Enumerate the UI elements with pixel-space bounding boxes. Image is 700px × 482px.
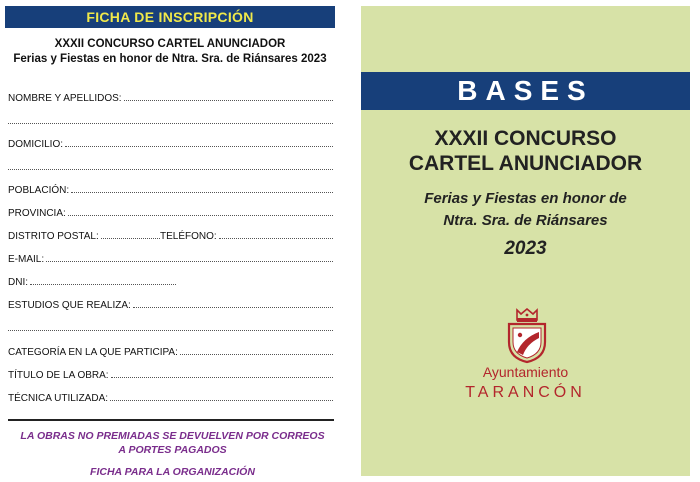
- field-email-line[interactable]: [46, 260, 333, 262]
- field-telefono[interactable]: [160, 228, 333, 242]
- field-tecnica-label: TÉCNICA UTILIZADA:: [8, 393, 109, 404]
- field-titulo-obra[interactable]: [8, 367, 333, 381]
- field-distrito-postal[interactable]: [8, 228, 160, 242]
- field-poblacion[interactable]: [8, 182, 333, 196]
- notice-return-line1: LA OBRAS NO PREMIADAS SE DEVUELVEN POR CORREOS: [20, 430, 325, 442]
- field-telefono-label: TELÉFONO:: [160, 231, 217, 242]
- cover-subtitle-line1: Ferias y Fiestas en honor de: [424, 190, 627, 207]
- field-nombre-line-2[interactable]: [8, 122, 333, 124]
- field-tecnica-line[interactable]: [110, 399, 333, 401]
- field-provincia-label: PROVINCIA:: [8, 208, 66, 219]
- field-nombre[interactable]: [8, 90, 333, 104]
- field-poblacion-line[interactable]: [71, 191, 333, 193]
- field-email-label: E-MAIL:: [8, 254, 45, 265]
- field-estudios-line[interactable]: [133, 306, 333, 308]
- cover-subtitle-line2: Ntra. Sra. de Riánsares: [443, 212, 608, 229]
- form-subtitle-contest: XXXII CONCURSO CARTEL ANUNCIADOR: [54, 38, 286, 50]
- field-dni[interactable]: [8, 274, 176, 288]
- form-subtitle-fiestas: Ferias y Fiestas en honor de Ntra. Sra. de Riánsares 2023: [13, 53, 327, 65]
- field-nombre-label: NOMBRE Y APELLIDOS:: [8, 93, 122, 104]
- field-poblacion-label: POBLACIÓN:: [8, 185, 70, 196]
- field-categoria-label: CATEGORÍA EN LA QUE PARTICIPA:: [8, 347, 178, 358]
- registration-form: [0, 0, 345, 482]
- field-domicilio-line[interactable]: [65, 145, 333, 147]
- bases-title: BASES: [361, 72, 690, 110]
- field-telefono-line[interactable]: [219, 237, 333, 239]
- field-domicilio-line-2[interactable]: [8, 168, 333, 170]
- notice-return-line2: A PORTES PAGADOS: [118, 444, 227, 456]
- field-tecnica[interactable]: [8, 390, 333, 404]
- field-dni-label: DNI:: [8, 277, 28, 288]
- tarancon-crest-icon: [505, 308, 549, 364]
- notice-organization: FICHA PARA LA ORGANIZACIÓN: [90, 466, 255, 478]
- logo-tarancon: TARANCÓN: [465, 384, 586, 401]
- cover-panel: [361, 6, 690, 476]
- field-estudios-label: ESTUDIOS QUE REALIZA:: [8, 300, 131, 311]
- cover-title-line1: XXXII CONCURSO: [434, 127, 617, 150]
- logo-ayuntamiento: Ayuntamiento: [482, 364, 569, 380]
- field-categoria[interactable]: [8, 344, 333, 358]
- field-titulo-line[interactable]: [111, 376, 333, 378]
- field-email[interactable]: [8, 251, 333, 265]
- field-estudios[interactable]: [8, 297, 333, 311]
- field-titulo-label: TÍTULO DE LA OBRA:: [8, 370, 109, 381]
- field-provincia-line[interactable]: [68, 214, 333, 216]
- field-estudios-line-2[interactable]: [8, 329, 333, 331]
- field-categoria-line[interactable]: [180, 353, 333, 355]
- field-provincia[interactable]: [8, 205, 333, 219]
- cover-title-line2: CARTEL ANUNCIADOR: [408, 152, 643, 175]
- cover-year: 2023: [504, 238, 547, 259]
- field-domicilio-label: DOMICILIO:: [8, 139, 64, 150]
- field-distrito-label: DISTRITO POSTAL:: [8, 231, 99, 242]
- field-nombre-line[interactable]: [124, 99, 333, 101]
- field-domicilio[interactable]: [8, 136, 333, 150]
- form-header: FICHA DE INSCRIPCIÓN: [5, 6, 335, 28]
- field-distrito-line[interactable]: [101, 237, 160, 239]
- form-divider: [8, 419, 334, 421]
- field-dni-line[interactable]: [30, 283, 176, 285]
